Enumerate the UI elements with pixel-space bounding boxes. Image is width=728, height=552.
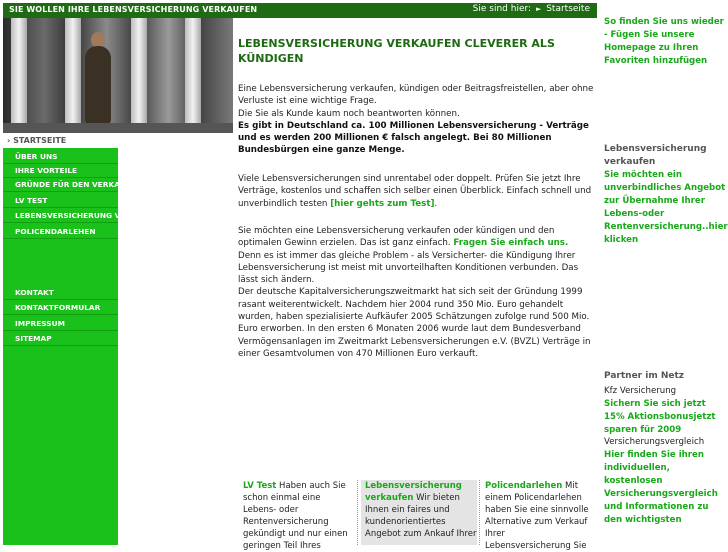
teaser-lv-verkaufen-link[interactable]: Lebensversicherung verkaufen xyxy=(365,481,462,503)
site-title: SIE WOLLEN IHRE LEBENSVERSICHERUNG VERKAUFEN xyxy=(9,5,258,14)
sell-paragraph: Sie möchten eine Lebensversicherung verkaufen oder kündigen und den optimalen Gewinn erzielen. Das ist ganz einfach. Fragen Sie einfach uns. Denn es ist immer das gleiche Problem - als Versicherter- die Kündigung Ihrer Lebensversicherung ist meist mit unvorteilhaften Konditionen verbunden. Das lässt sich ändern. Der deutsche Kapitalversicherungszweitmarkt hat sich seit der Gründung 1999 rasant weiterentwickelt. Nachdem hier 2004 rund 350 Mio. Euro gehandelt wurden, haben spezialisierte Aufkäufer 2005 Schätzungen zufolge rund 500 Mio. Euro erworben. In den ersten 6 Monaten 2006 wurde laut dem Bundesverband Vermögensanlagen im Zweitmarkt Lebensversicherungen e.V. (BVZL) Verträge in einer Gesamtvolumen von 470 Millionen Euro verkauft. xyxy=(238,226,591,359)
breadcrumb-current[interactable]: Startseite xyxy=(546,4,590,14)
page-title: LEBENSVERSICHERUNG VERKAUFEN CLEVERER ALS KÜNDIGEN xyxy=(238,37,555,65)
nav-item-lv-test[interactable]: LV TEST xyxy=(3,194,118,208)
header-bar xyxy=(3,3,597,18)
kfz-link[interactable]: Sichern Sie sich jetzt 15% Aktionsbonusjetzt sparen für 2009 xyxy=(604,399,716,435)
nav-item-lv-verkaufen[interactable]: LEBENSVERSICHERUNG VERKAUFEN xyxy=(3,209,118,223)
teaser-lv-test-link[interactable]: LV Test xyxy=(243,481,277,491)
hero-image xyxy=(3,18,233,133)
intro-bold: Es gibt in Deutschland ca. 100 Millionen Lebensversicherung - Verträge und es werden 200 Millionen € falsch angelegt. Bei 80 Millionen Bundesbürgen eine ganze Menge. xyxy=(238,120,589,156)
teaser-policendarlehen-link[interactable]: Policendarlehen xyxy=(485,481,563,491)
nav-item-sitemap[interactable]: SITEMAP xyxy=(3,332,118,346)
test-paragraph: Viele Lebensversicherungen sind unrentabel oder doppelt. Prüfen Sie jetzt Ihre Verträge, kostenlos und schaffen sich selber einen Überblick. Einfach schnell und unverbindlich testen [hier gehts zum Test]. xyxy=(238,174,592,209)
lv-heading: Lebensversicherung verkaufen xyxy=(604,144,707,167)
teaser-lv-test: LV Test Haben auch Sie schon einmal eine Lebens- oder Rentenversicherung gekündigt und nur einen geringen Teil Ihres xyxy=(243,481,348,551)
nav-startseite[interactable] xyxy=(3,133,118,147)
kfz-label: Kfz Versicherung xyxy=(604,386,677,396)
favorites-link[interactable]: So finden Sie uns wieder - Fügen Sie unsere Homepage zu Ihren Favoriten hinzufügen xyxy=(604,17,724,66)
intro-paragraph: Eine Lebensversicherung verkaufen, kündigen oder Beitragsfreistellen, aber ohne Verluste ist eine wichtige Frage. Die Sie als Kunde kaum noch beantworten können. Es gibt in Deutschland ca. 100 Millionen Lebensversicherung - Verträge und es werden 200 Millionen € falsch angelegt. Bei 80 Millionen Bundesbürgen eine ganze Menge. xyxy=(238,84,594,156)
teaser-lv-verkaufen: Lebensversicherung verkaufen Wir bieten Ihnen ein faires und kundenorientiertes Angebot zum Ankauf Ihrer xyxy=(361,480,477,545)
vv-link[interactable]: Hier finden Sie ihren individuellen, kostenlosen Versicherungsvergleich und Informationen zu den wichtigsten xyxy=(604,450,718,525)
breadcrumb xyxy=(473,4,590,14)
nav-startseite-label: › STARTSEITE xyxy=(7,136,67,145)
nav-item-ihre-vorteile[interactable]: IHRE VORTEILE xyxy=(3,164,118,178)
teaser-row xyxy=(238,480,598,551)
nav-item-policendarlehen[interactable]: POLICENDARLEHEN xyxy=(3,225,118,239)
ask-us-link[interactable]: Fragen Sie einfach uns. xyxy=(453,238,569,249)
test-link[interactable]: [hier gehts zum Test] xyxy=(330,198,435,209)
nav-item-ueber-uns[interactable]: ÜBER UNS xyxy=(3,150,118,164)
breadcrumb-label: Sie sind hier: xyxy=(472,4,532,14)
nav-item-kontakt[interactable]: KONTAKT xyxy=(3,286,118,300)
nav-item-impressum[interactable]: IMPRESSUM xyxy=(3,317,118,331)
lv-offer-link[interactable]: Sie möchten ein unverbindliches Angebot zur Übernahme Ihrer Lebens-oder Rentenversicherung..hier klicken xyxy=(604,170,728,245)
partner-heading: Partner im Netz xyxy=(604,371,685,381)
vv-label: Versicherungsvergleich xyxy=(604,437,705,447)
nav-item-gruende[interactable]: GRÜNDE FÜR DEN VERKAUF xyxy=(3,178,118,192)
breadcrumb-arrow-icon: ► xyxy=(535,5,542,13)
sidebar-nav xyxy=(3,148,165,545)
nav-item-kontaktformular[interactable]: KONTAKTFORMULAR xyxy=(3,301,118,315)
teaser-policendarlehen: Policendarlehen Mit einem Policendarlehen haben Sie eine sinnvolle Alternative zum Verkauf Ihrer Lebensversicherung Sie xyxy=(485,481,589,551)
